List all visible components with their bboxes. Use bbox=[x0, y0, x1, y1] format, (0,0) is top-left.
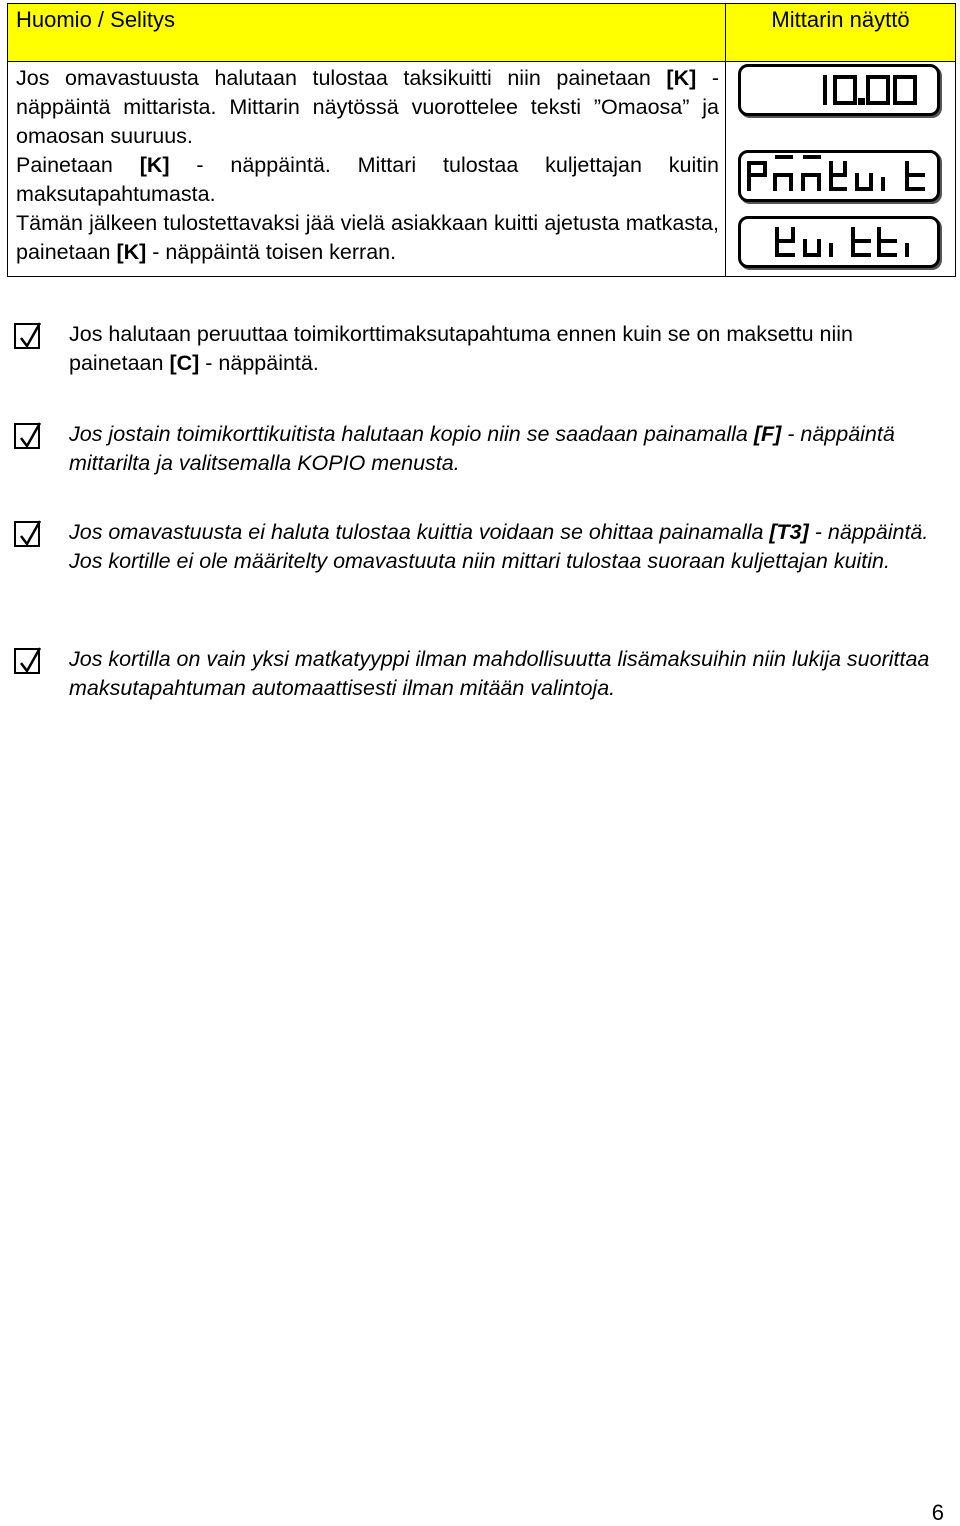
note-copy-receipt: Jos jostain toimikorttikuitista halutaan kopio niin se saadaan painamalla [F] - näppäintä mittarilta ja valitsemalla KOPIO menusta. bbox=[14, 420, 944, 478]
lcd-display-receipt bbox=[738, 216, 940, 268]
checkbox-icon bbox=[14, 323, 40, 349]
lcd-driver-receipt-segments bbox=[741, 153, 937, 199]
checkbox-icon bbox=[14, 521, 40, 547]
paragraph-2: Painetaan [K] - näppäintä. Mittari tulostaa kuljettajan kuitin maksutapahtumasta. bbox=[16, 153, 720, 206]
paragraph-3: Tämän jälkeen tulostettavaksi jää vielä asiakkaan kuitti ajetusta matkasta, painetaan [K] - näppäintä toisen kerran. bbox=[16, 211, 719, 264]
note-skip-deductible: Jos omavastuusta ei haluta tulostaa kuittia voidaan se ohittaa painamalla [T3] - näppäintä. Jos kortille ei ole määritelty omavastuuta niin mittari tulostaa suoraan kuljettajan kuitin. bbox=[14, 518, 944, 576]
checkbox-icon bbox=[14, 423, 40, 449]
display-cell bbox=[726, 62, 956, 277]
header-meter-display: Mittarin näyttö bbox=[726, 4, 956, 62]
instruction-table bbox=[7, 3, 956, 277]
lcd-receipt-segments bbox=[741, 219, 937, 265]
page-number: 6 bbox=[931, 1500, 944, 1525]
lcd-amount-digits bbox=[741, 67, 937, 113]
note-automatic-payment: Jos kortilla on vain yksi matkatyyppi ilman mahdollisuutta lisämaksuihin niin lukija suorittaa maksutapahtuman automaattisesti ilman mitään valintoja. bbox=[14, 645, 944, 703]
header-explanation: Huomio / Selitys bbox=[8, 4, 726, 62]
checkbox-icon bbox=[14, 648, 40, 674]
lcd-display-amount bbox=[738, 64, 940, 116]
lcd-display-driver-receipt bbox=[738, 150, 940, 202]
paragraph-1: Jos omavastuusta halutaan tulostaa taksikuitti niin painetaan [K] - näppäintä mittarista. Mittarin näytössä vuorottelee teksti ”Omaosa” ja omaosan suuruus. bbox=[16, 66, 719, 148]
note-cancel-payment: Jos halutaan peruuttaa toimikorttimaksutapahtuma ennen kuin se on maksettu niin painetaan [C] - näppäintä. bbox=[14, 320, 944, 378]
explanation-cell bbox=[8, 62, 726, 277]
